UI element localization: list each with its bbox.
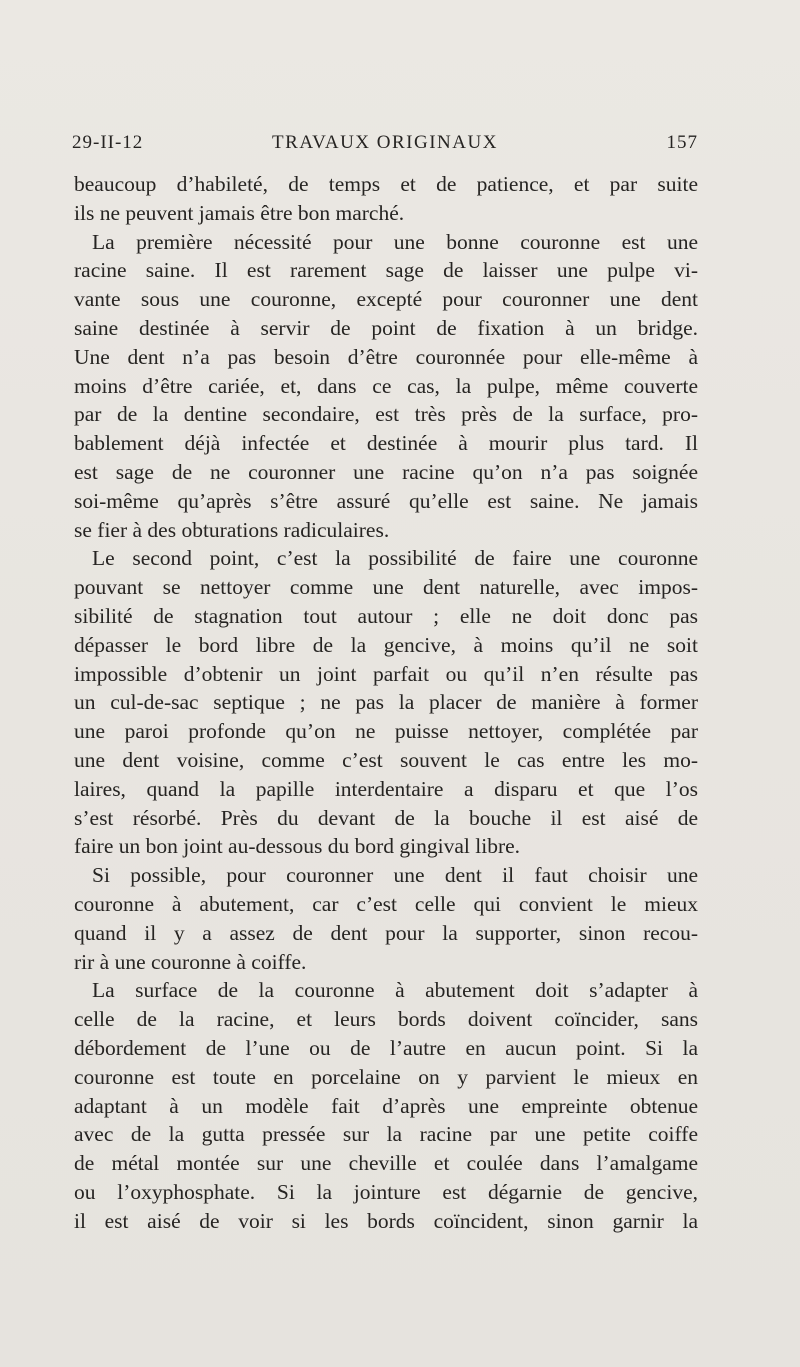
- text-line: Si possible, pour couronner une dent il faut choisir une: [92, 863, 698, 888]
- text-line: avec de la gutta pressée sur la racine par une petite coiffe: [74, 1122, 698, 1147]
- text-line: ou l’oxyphosphate. Si la jointure est dégarnie de gencive,: [74, 1179, 698, 1204]
- text-line: celle de la racine, et leurs bords doivent coïncider, sans: [74, 1007, 698, 1032]
- text-line: soi-même qu’après s’être assuré qu’elle est saine. Ne jamais: [74, 488, 698, 513]
- text-line: une dent voisine, comme c’est souvent le cas entre les mo-: [74, 747, 698, 772]
- text-line: pouvant se nettoyer comme une dent naturelle, avec impos-: [74, 575, 698, 600]
- text-line: quand il y a assez de dent pour la supporter, sinon recou-: [74, 920, 698, 945]
- text-line: rir à une couronne à coiffe.: [74, 949, 307, 974]
- running-title: TRAVAUX ORIGINAUX: [272, 132, 498, 153]
- text-line: vante sous une couronne, excepté pour couronner une dent: [74, 287, 698, 312]
- text-line: impossible d’obtenir un joint parfait ou qu’il n’en résulte pas: [74, 661, 698, 686]
- text-line: La surface de la couronne à abutement doit s’adapter à: [92, 978, 698, 1003]
- text-line: une paroi profonde qu’on ne puisse nettoyer, complétée par: [74, 719, 698, 744]
- text-line: sibilité de stagnation tout autour ; elle ne doit donc pas: [74, 603, 698, 628]
- text-line: dépasser le bord libre de la gencive, à moins qu’il ne soit: [74, 632, 698, 657]
- text-line: s’est résorbé. Près du devant de la bouche il est aisé de: [74, 805, 698, 830]
- text-line: par de la dentine secondaire, est très près de la surface, pro-: [74, 402, 698, 427]
- text-line: La première nécessité pour une bonne couronne est une: [92, 229, 698, 254]
- text-line: moins d’être cariée, et, dans ce cas, la pulpe, même couverte: [74, 373, 698, 398]
- text-line: un cul-de-sac septique ; ne pas la placer de manière à former: [74, 690, 698, 715]
- body-text: [74, 170, 698, 1235]
- text-line: est sage de ne couronner une racine qu’on n’a pas soignée: [74, 459, 698, 484]
- text-line: couronne est toute en porcelaine on y parvient le mieux en: [74, 1064, 698, 1089]
- text-line: couronne à abutement, car c’est celle qui convient le mieux: [74, 891, 698, 916]
- running-header: [72, 132, 698, 162]
- text-line: saine destinée à servir de point de fixation à un bridge.: [74, 315, 698, 340]
- text-line: se fier à des obturations radiculaires.: [74, 517, 390, 542]
- text-line: laires, quand la papille interdentaire a disparu et que l’os: [74, 776, 698, 801]
- text-line: beaucoup d’habileté, de temps et de patience, et par suite: [74, 172, 698, 196]
- text-line: faire un bon joint au-dessous du bord gingival libre.: [74, 834, 521, 859]
- text-line: de métal montée sur une cheville et coulée dans l’amalgame: [74, 1151, 698, 1176]
- text-line: débordement de l’une ou de l’autre en aucun point. Si la: [74, 1035, 698, 1060]
- page-number: 157: [666, 132, 698, 153]
- text-line: ils ne peuvent jamais être bon marché.: [74, 200, 405, 225]
- text-line: il est aisé de voir si les bords coïncident, sinon garnir la: [74, 1208, 698, 1233]
- text-line: Une dent n’a pas besoin d’être couronnée pour elle-même à: [74, 344, 698, 369]
- text-line: bablement déjà infectée et destinée à mourir plus tard. Il: [74, 431, 698, 456]
- text-line: racine saine. Il est rarement sage de laisser une pulpe vi-: [74, 258, 698, 283]
- text-line: adaptant à un modèle fait d’après une empreinte obtenue: [74, 1093, 698, 1118]
- header-date: 29-II-12: [72, 132, 144, 153]
- text-line: Le second point, c’est la possibilité de faire une couronne: [92, 546, 698, 571]
